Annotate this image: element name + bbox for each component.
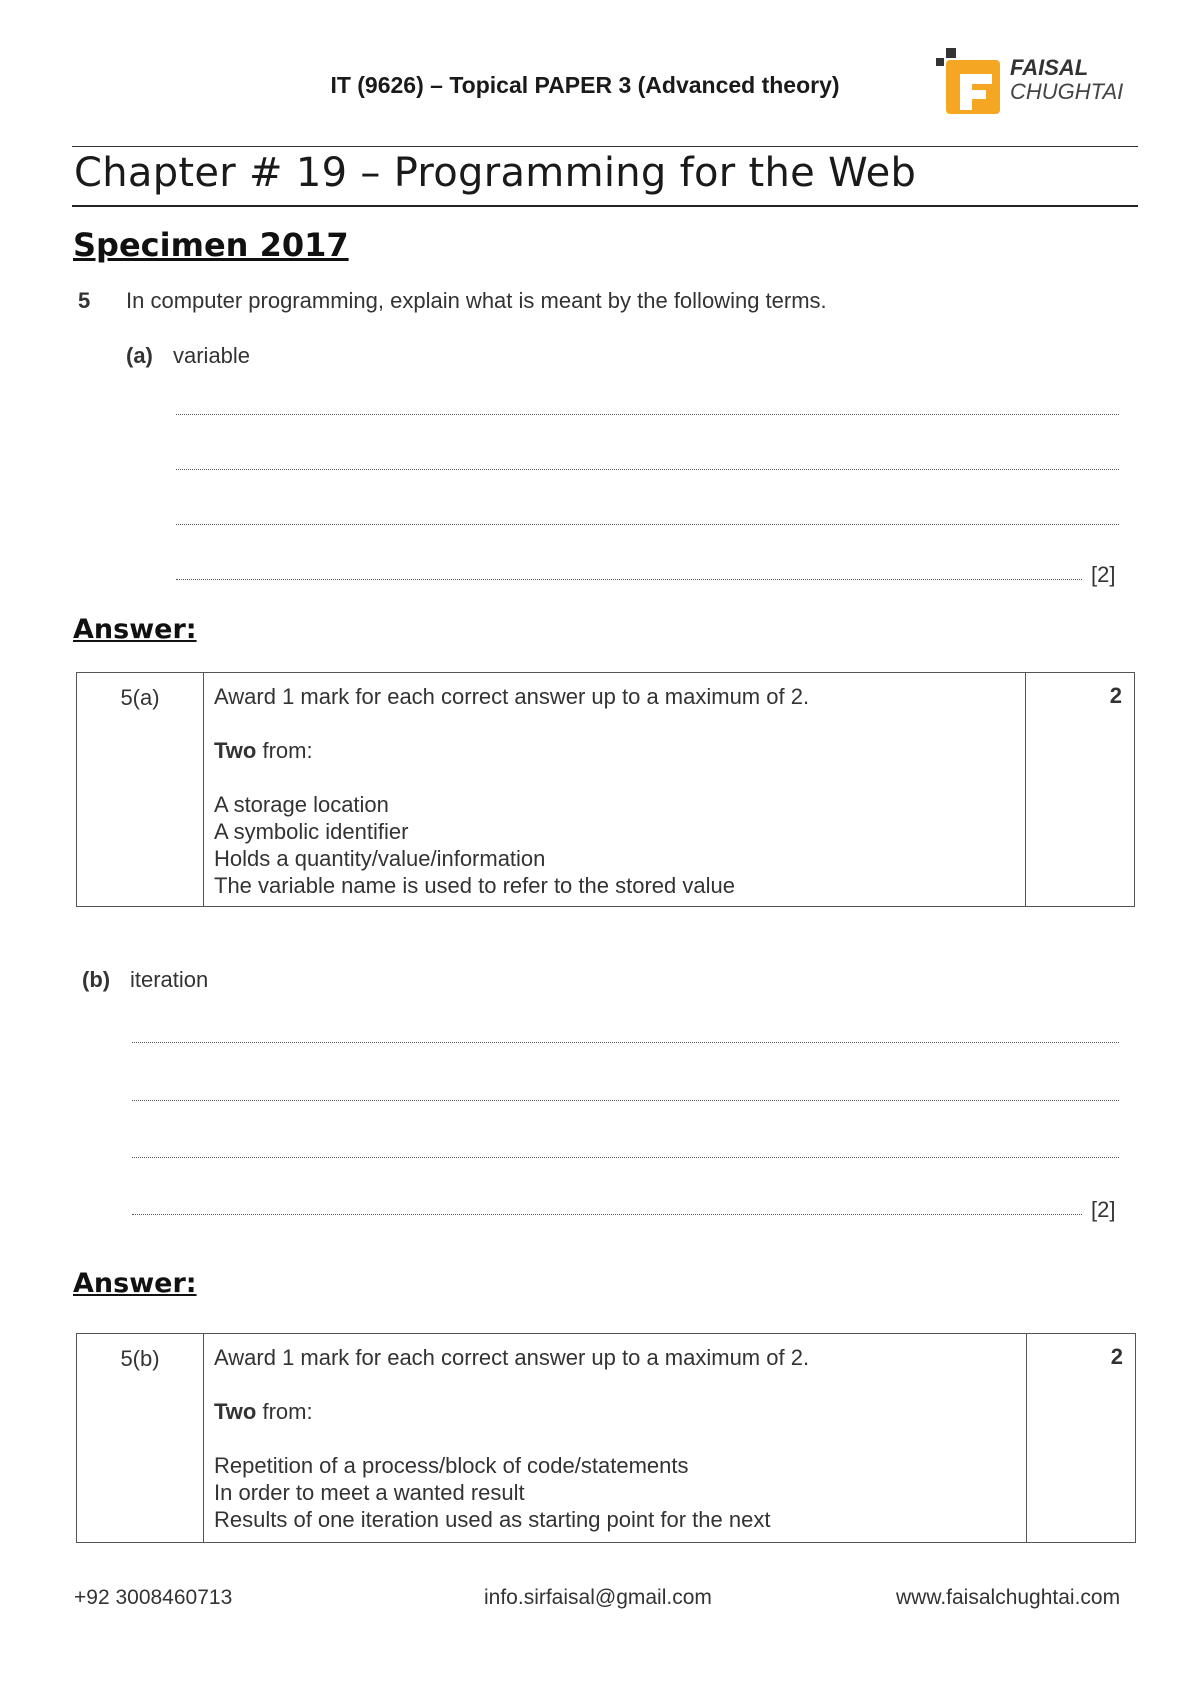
answer-line xyxy=(176,469,1119,470)
list-item: Repetition of a process/block of code/statements xyxy=(214,1453,689,1478)
mark-value: 2 xyxy=(1026,673,1135,907)
table-row xyxy=(77,1334,1136,1543)
award-text: Award 1 mark for each correct answer up to a maximum of 2. xyxy=(214,684,810,709)
footer-website: www.faisalchughtai.com xyxy=(896,1586,1121,1609)
question-text: In computer programming, explain what is meant by the following terms. xyxy=(126,288,827,313)
answer-line xyxy=(176,579,1082,580)
answer-line xyxy=(132,1214,1082,1215)
mark-scheme-table-a xyxy=(76,672,1135,907)
answer-line xyxy=(132,1042,1119,1043)
two-from xyxy=(214,1398,1016,1425)
footer-email: info.sirfaisal@gmail.com xyxy=(484,1586,712,1609)
two-bold: Two xyxy=(214,738,257,763)
mark-scheme-body xyxy=(204,1334,1027,1543)
logo-text-faisal: FAISAL xyxy=(1010,55,1089,80)
answer-line xyxy=(132,1157,1119,1158)
mark-scheme-body xyxy=(204,673,1026,907)
list-item: Holds a quantity/value/information xyxy=(214,846,546,871)
part-a-marks: [2] xyxy=(1091,562,1116,587)
paper-title: IT (9626) – Topical PAPER 3 (Advanced theory) xyxy=(330,72,840,98)
answer-line xyxy=(176,524,1119,525)
two-rest: from: xyxy=(256,1399,313,1424)
question-number: 5 xyxy=(78,288,91,313)
answer-line xyxy=(132,1100,1119,1101)
two-rest: from: xyxy=(256,738,313,763)
chapter-title: Chapter # 19 – Programming for the Web xyxy=(74,150,917,196)
table-row xyxy=(77,673,1135,907)
part-a-label: (a) xyxy=(126,343,153,368)
chapter-rule xyxy=(72,205,1138,207)
two-from xyxy=(214,737,1015,764)
logo-mark-icon xyxy=(936,44,1010,124)
two-bold: Two xyxy=(214,1399,257,1424)
list-item: In order to meet a wanted result xyxy=(214,1480,525,1505)
list-item: Results of one iteration used as starting point for the next xyxy=(214,1507,771,1532)
answer-heading-b: Answer: xyxy=(73,1268,197,1299)
section-title: Specimen 2017 xyxy=(73,226,349,264)
part-b-label: (b) xyxy=(82,967,111,992)
list-item: A symbolic identifier xyxy=(214,819,409,844)
logo-text-chughtai: CHUGHTAI xyxy=(1010,79,1124,104)
faisal-chughtai-logo xyxy=(936,44,1156,124)
mark-scheme-table-b xyxy=(76,1333,1136,1543)
answer-line xyxy=(176,414,1119,415)
mark-scheme-id: 5(a) xyxy=(77,673,204,907)
part-b-term: iteration xyxy=(130,967,209,992)
part-a-term: variable xyxy=(173,343,251,368)
list-item: A storage location xyxy=(214,792,389,817)
answer-heading-a: Answer: xyxy=(73,614,197,645)
mark-value: 2 xyxy=(1027,1334,1136,1543)
header-rule xyxy=(72,146,1138,147)
footer-phone: +92 3008460713 xyxy=(74,1586,233,1609)
mark-scheme-id: 5(b) xyxy=(77,1334,204,1543)
list-item: The variable name is used to refer to the stored value xyxy=(214,873,735,898)
part-b-marks: [2] xyxy=(1091,1197,1116,1222)
award-text: Award 1 mark for each correct answer up to a maximum of 2. xyxy=(214,1345,810,1370)
